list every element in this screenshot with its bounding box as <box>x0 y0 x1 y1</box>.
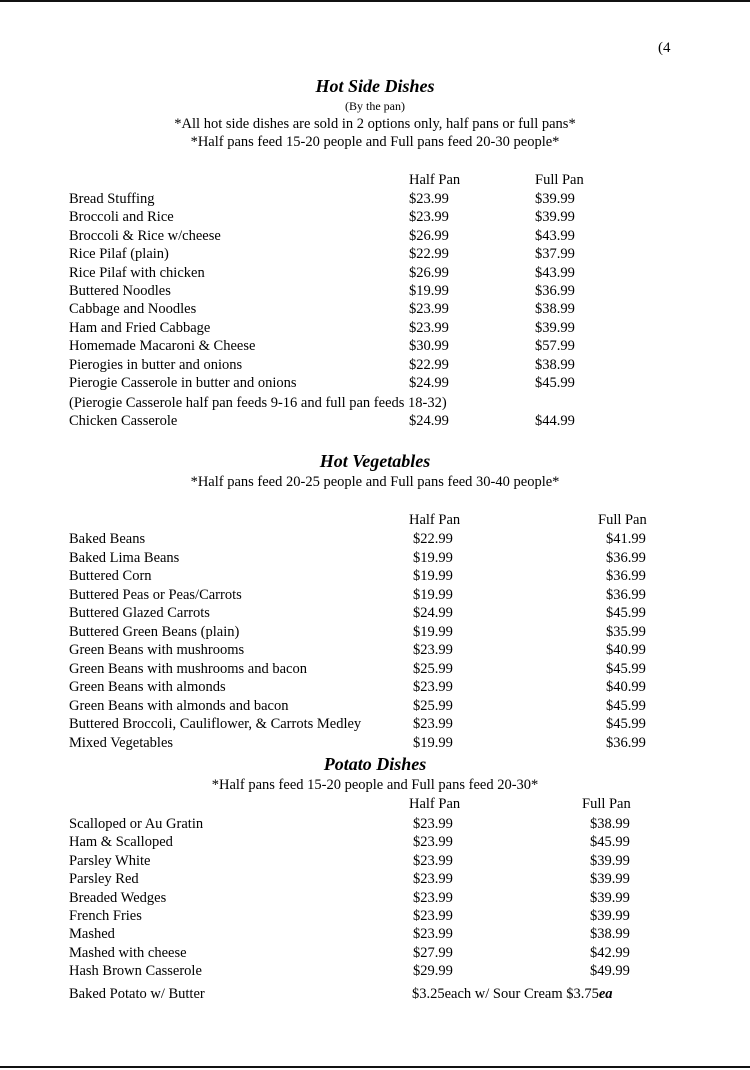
item-name: Buttered Corn <box>69 568 152 584</box>
full-pan-price: $39.99 <box>535 191 575 207</box>
menu-item-row <box>0 962 750 980</box>
full-pan-price: $38.99 <box>590 816 630 832</box>
half-pan-price: $19.99 <box>413 623 453 640</box>
full-pan-price: $36.99 <box>606 568 646 584</box>
menu-item-row <box>0 245 750 263</box>
full-pan-price: $39.99 <box>590 871 630 888</box>
item-name: Cabbage and Noodles <box>69 301 197 318</box>
menu-item-row <box>0 530 750 548</box>
potatoes-note: *Half pans feed 15-20 people and Full pans feed 20-30* <box>211 777 539 793</box>
pierogie-casserole-note <box>0 394 750 412</box>
menu-item-row <box>0 697 750 715</box>
potatoes-half-pan-header: Half Pan <box>409 796 461 812</box>
full-pan-price: $45.99 <box>606 716 646 732</box>
menu-item-row <box>0 678 750 696</box>
menu-item-row <box>0 815 750 833</box>
full-pan-price: $40.99 <box>606 642 646 658</box>
menu-item-row <box>0 549 750 567</box>
item-name: Mashed <box>69 926 115 943</box>
half-pan-price: $26.99 <box>409 264 449 281</box>
item-name: Rice Pilaf with chicken <box>69 264 205 281</box>
half-pan-price: $23.99 <box>409 301 449 318</box>
half-pan-price: $24.99 <box>409 413 449 429</box>
full-pan-price: $35.99 <box>606 623 646 640</box>
item-name: Baked Beans <box>69 531 146 547</box>
menu-item-row <box>0 925 750 943</box>
half-pan-price: $23.99 <box>413 908 453 924</box>
top-rule <box>0 0 750 2</box>
menu-item-row <box>0 264 750 282</box>
item-name: Chicken Casserole <box>69 413 178 429</box>
item-name: Buttered Broccoli, Cauliflower, & Carrots Medley <box>69 716 362 732</box>
full-pan-price: $36.99 <box>606 549 646 566</box>
full-pan-price: $44.99 <box>535 413 575 429</box>
page-number: (4 <box>658 40 671 56</box>
vegetables-note: *Half pans feed 20-25 people and Full pans feed 30-40 people* <box>190 474 560 490</box>
item-name: Green Beans with mushrooms and bacon <box>69 660 307 677</box>
item-name: Pierogies in butter and onions <box>69 356 243 373</box>
full-pan-price: $43.99 <box>535 227 575 244</box>
bottom-rule <box>0 1066 750 1068</box>
half-pan-price: $23.99 <box>413 926 453 943</box>
menu-item-row <box>0 870 750 888</box>
menu-item-row <box>0 586 750 604</box>
full-pan-price: $40.99 <box>606 679 646 695</box>
full-pan-price: $39.99 <box>590 852 630 869</box>
full-pan-price: $45.99 <box>590 834 630 851</box>
full-pan-price: $49.99 <box>590 963 630 980</box>
menu-item-row <box>0 641 750 659</box>
full-pan-price: $43.99 <box>535 264 575 281</box>
full-pan-price: $45.99 <box>606 660 646 677</box>
full-pan-price: $36.99 <box>535 283 575 299</box>
half-pan-price: $27.99 <box>413 944 453 961</box>
item-name: Baked Potato w/ Butter <box>69 986 205 1002</box>
item-name: Broccoli and Rice <box>69 209 174 226</box>
menu-item-row <box>0 300 750 318</box>
half-pan-price: $23.99 <box>413 871 453 888</box>
item-name: Breaded Wedges <box>69 889 167 906</box>
item-name: Ham and Fried Cabbage <box>69 319 211 336</box>
half-pan-price: $23.99 <box>413 716 453 732</box>
note-text: (Pierogie Casserole half pan feeds 9-16 and full pan feeds 18-32) <box>69 395 447 411</box>
item-name: Ham & Scalloped <box>69 834 173 851</box>
menu-item-row <box>0 889 750 907</box>
full-pan-price: $37.99 <box>535 246 575 263</box>
item-name: Hash Brown Casserole <box>69 963 202 980</box>
half-pan-price: $23.99 <box>413 852 453 869</box>
side-dishes-subtitle: (By the pan) <box>345 99 405 113</box>
potatoes-title: Potato Dishes <box>323 754 427 774</box>
menu-item-row <box>0 282 750 300</box>
full-pan-price: $39.99 <box>535 209 575 226</box>
half-pan-price: $19.99 <box>413 568 453 584</box>
menu-item-row <box>0 852 750 870</box>
menu-item-row <box>0 412 750 430</box>
item-name: Rice Pilaf (plain) <box>69 246 169 263</box>
full-pan-price: $36.99 <box>606 734 646 751</box>
full-pan-price: $41.99 <box>606 531 646 547</box>
side-dishes-note-options: *All hot side dishes are sold in 2 options only, half pans or full pans* <box>174 116 576 132</box>
half-pan-price: $22.99 <box>409 356 449 373</box>
item-name: Bread Stuffing <box>69 191 155 207</box>
menu-item-row <box>0 734 750 752</box>
menu-item-row <box>0 337 750 355</box>
potatoes-full-pan-header: Full Pan <box>582 796 631 812</box>
menu-item-row <box>0 833 750 851</box>
half-pan-price: $22.99 <box>413 531 453 547</box>
half-pan-price: $19.99 <box>413 586 453 603</box>
side-dishes-note-servings: *Half pans feed 15-20 people and Full pans feed 20-30 people* <box>190 134 560 150</box>
side-dishes-full-pan-header: Full Pan <box>535 172 584 188</box>
menu-item-row <box>0 604 750 622</box>
half-pan-price: $19.99 <box>413 549 453 566</box>
side-dishes-title: Hot Side Dishes <box>315 76 435 96</box>
half-pan-price: $23.99 <box>413 889 453 906</box>
half-pan-price: $23.99 <box>409 191 449 207</box>
item-name: French Fries <box>69 908 142 924</box>
half-pan-price: $22.99 <box>409 246 449 263</box>
full-pan-price: $45.99 <box>535 375 575 391</box>
price-suffix: ea <box>598 986 613 1002</box>
half-pan-price: $23.99 <box>409 319 449 336</box>
item-name: Buttered Glazed Carrots <box>69 605 210 621</box>
item-name: Parsley White <box>69 852 151 869</box>
item-name: Broccoli & Rice w/cheese <box>69 227 221 244</box>
menu-item-row <box>0 907 750 925</box>
menu-item-row <box>0 319 750 337</box>
item-name: Homemade Macaroni & Cheese <box>69 338 256 355</box>
menu-item-row <box>0 208 750 226</box>
half-pan-price: $24.99 <box>413 605 453 621</box>
half-pan-price: $23.99 <box>413 642 453 658</box>
full-pan-price: $38.99 <box>590 926 630 943</box>
menu-item-row <box>0 227 750 245</box>
full-pan-price: $57.99 <box>535 338 575 355</box>
half-pan-price: $29.99 <box>413 963 453 980</box>
half-pan-price: $25.99 <box>413 660 453 677</box>
half-pan-price: $25.99 <box>413 697 453 714</box>
item-name: Green Beans with almonds <box>69 679 226 695</box>
half-pan-price: $24.99 <box>409 375 449 391</box>
item-name: Buttered Peas or Peas/Carrots <box>69 586 242 603</box>
menu-item-row <box>0 356 750 374</box>
full-pan-price: $42.99 <box>590 944 630 961</box>
full-pan-price: $36.99 <box>606 586 646 603</box>
item-name: Parsley Red <box>69 871 139 888</box>
item-name: Pierogie Casserole in butter and onions <box>69 375 297 391</box>
half-pan-price: $19.99 <box>409 283 449 299</box>
item-name: Mixed Vegetables <box>69 734 174 751</box>
half-pan-price: $23.99 <box>413 834 453 851</box>
item-name: Baked Lima Beans <box>69 549 180 566</box>
baked-potato-price <box>412 985 613 1003</box>
full-pan-price: $45.99 <box>606 697 646 714</box>
item-name: Scalloped or Au Gratin <box>69 816 204 832</box>
menu-item-row <box>0 944 750 962</box>
menu-item-row <box>0 660 750 678</box>
menu-item-row <box>0 567 750 585</box>
half-pan-price: $23.99 <box>409 209 449 226</box>
price-text: $3.25each w/ Sour Cream $3.75 <box>412 986 599 1002</box>
menu-item-row <box>0 190 750 208</box>
full-pan-price: $39.99 <box>590 889 630 906</box>
full-pan-price: $45.99 <box>606 605 646 621</box>
half-pan-price: $23.99 <box>413 679 453 695</box>
half-pan-price: $26.99 <box>409 227 449 244</box>
full-pan-price: $38.99 <box>535 301 575 318</box>
item-name: Buttered Noodles <box>69 283 171 299</box>
half-pan-price: $19.99 <box>413 734 453 751</box>
item-name: Green Beans with mushrooms <box>69 642 245 658</box>
full-pan-price: $39.99 <box>590 908 630 924</box>
menu-item-row <box>0 623 750 641</box>
menu-item-row <box>0 374 750 392</box>
item-name: Green Beans with almonds and bacon <box>69 697 289 714</box>
full-pan-price: $39.99 <box>535 319 575 336</box>
vegetables-title: Hot Vegetables <box>319 451 431 471</box>
item-name: Mashed with cheese <box>69 944 187 961</box>
item-name: Buttered Green Beans (plain) <box>69 623 240 640</box>
half-pan-price: $23.99 <box>413 816 453 832</box>
baked-potato-row <box>0 985 750 1003</box>
menu-item-row <box>0 715 750 733</box>
side-dishes-half-pan-header: Half Pan <box>409 172 461 188</box>
full-pan-price: $38.99 <box>535 356 575 373</box>
vegetables-half-pan-header: Half Pan <box>409 512 461 528</box>
half-pan-price: $30.99 <box>409 338 449 355</box>
vegetables-full-pan-header: Full Pan <box>598 512 647 528</box>
